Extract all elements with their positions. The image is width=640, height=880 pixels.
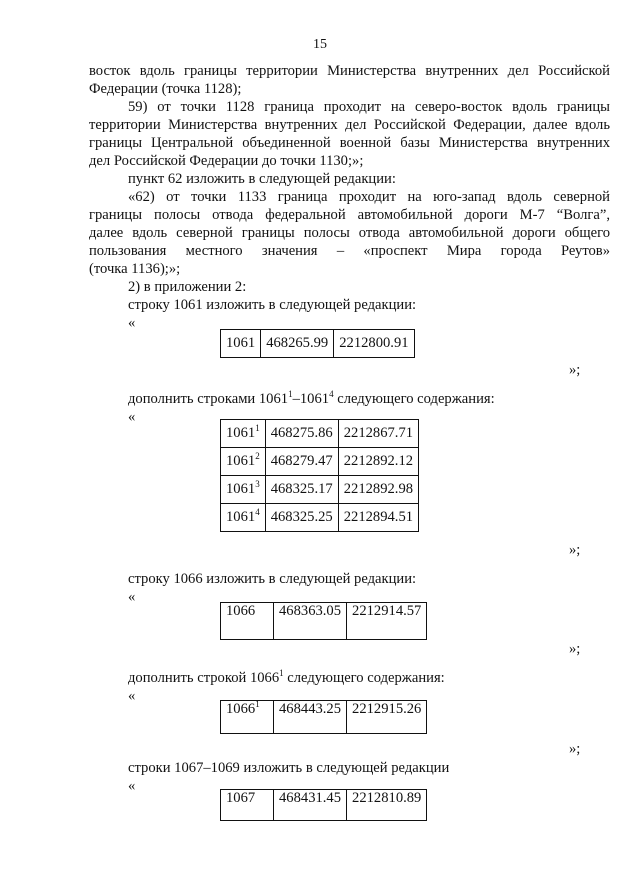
coords-table-3 <box>220 602 427 640</box>
x-coord: 468279.47 <box>265 448 338 476</box>
open-quote: « <box>128 688 136 704</box>
text-line: дел Российской Федерации до точки 1130;»; <box>89 153 364 169</box>
open-quote: « <box>128 409 136 425</box>
open-quote: « <box>128 589 136 605</box>
coords-table-1 <box>220 329 415 358</box>
x-coord: 468325.17 <box>265 476 338 504</box>
point-id: 1061$^1$ <box>221 420 266 448</box>
table-row <box>221 701 427 734</box>
section-intro: строки 1067–1069 изложить в следующей редакции <box>128 760 450 776</box>
x-coord: 468431.45 <box>274 790 347 821</box>
text-line: границы Центральной объединенной военной базы Министерства внутренних <box>89 135 610 151</box>
close-quote: »; <box>569 741 581 757</box>
text-line: 59) от точки 1128 граница проходит на северо-восток вдоль границы <box>128 99 610 115</box>
y-coord: 2212892.12 <box>338 448 418 476</box>
y-coord: 2212915.26 <box>347 701 427 734</box>
coords-table-4 <box>220 700 427 734</box>
text-line: строку 1061 изложить в следующей редакции: <box>128 297 417 313</box>
section-intro: строку 1066 изложить в следующей редакции: <box>128 571 417 587</box>
y-coord: 2212800.91 <box>334 330 414 358</box>
text-line: 2) в приложении 2: <box>128 279 247 295</box>
x-coord: 468265.99 <box>261 330 334 358</box>
text-line: пользования местного значения – «проспект Мира города Реутов» <box>89 243 610 259</box>
table-row <box>221 420 419 448</box>
section-intro: дополнить строкой 1066$^1$ следующего содержания: <box>128 668 445 686</box>
x-coord: 468325.25 <box>265 504 338 532</box>
coords-table-2 <box>220 419 419 532</box>
text-line: территории Министерства внутренних дел Российской Федерации, далее вдоль <box>89 117 610 133</box>
y-coord: 2212914.57 <box>347 603 427 640</box>
y-coord: 2212867.71 <box>338 420 418 448</box>
table-row <box>221 330 415 358</box>
y-coord: 2212894.51 <box>338 504 418 532</box>
open-quote: « <box>128 778 136 794</box>
point-id: 1061 <box>221 330 261 358</box>
y-coord: 2212892.98 <box>338 476 418 504</box>
table-row <box>221 476 419 504</box>
text-line: пункт 62 изложить в следующей редакции: <box>128 171 396 187</box>
x-coord: 468275.86 <box>265 420 338 448</box>
table-row <box>221 603 427 640</box>
point-id: 1061$^4$ <box>221 504 266 532</box>
point-id: 1061$^3$ <box>221 476 266 504</box>
point-id: 1066$^1$ <box>221 701 274 734</box>
x-coord: 468443.25 <box>274 701 347 734</box>
table-row <box>221 448 419 476</box>
close-quote: »; <box>569 542 581 558</box>
point-id: 1066 <box>221 603 274 640</box>
open-quote: « <box>128 315 136 331</box>
text-line: далее вдоль северной границы полосы отвода автомобильной дороги общего <box>89 225 610 241</box>
close-quote: »; <box>569 362 581 378</box>
text-line: (точка 1136);»; <box>89 261 181 277</box>
point-id: 1067 <box>221 790 274 821</box>
x-coord: 468363.05 <box>274 603 347 640</box>
section-intro: дополнить строками 1061$^1$–1061$^4$ следующего содержания: <box>128 389 495 407</box>
text-line: границы полосы отвода федеральной автомобильной дороги М-7 “Волга”, <box>89 207 610 223</box>
close-quote: »; <box>569 641 581 657</box>
coords-table-5 <box>220 789 427 821</box>
point-id: 1061$^2$ <box>221 448 266 476</box>
y-coord: 2212810.89 <box>347 790 427 821</box>
table-row <box>221 790 427 821</box>
page-number: 15 <box>313 37 327 52</box>
table-row <box>221 504 419 532</box>
text-line: «62) от точки 1133 граница проходит на юго-запад вдоль северной <box>128 189 610 205</box>
text-line: восток вдоль границы территории Министерства внутренних дел Российской <box>89 63 610 79</box>
text-line: Федерации (точка 1128); <box>89 81 242 97</box>
